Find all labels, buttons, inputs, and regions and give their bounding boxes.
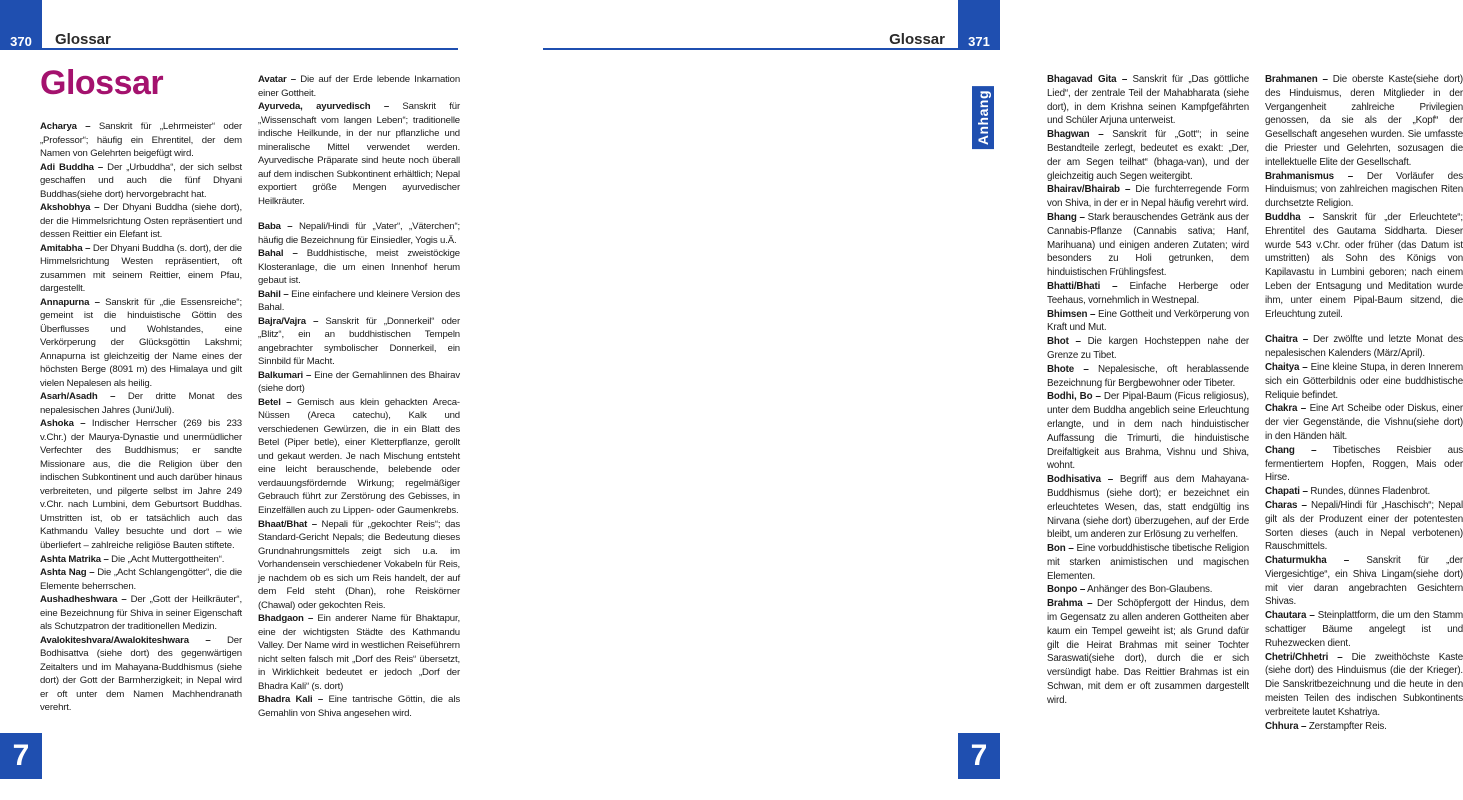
glossary-definition: Nepalesische, oft herablassende Bezeichnung für Bergbewohner oder Tibeter. — [1047, 363, 1249, 389]
glossary-entry — [1047, 280, 1249, 308]
glossary-term: Bhimsen – — [1047, 308, 1096, 320]
glossary-entry — [40, 593, 242, 634]
glossary-definition: Buddhistische, meist zweistöckige Klosteranlage, die um einen Innenhof herum gebaut ist. — [258, 248, 460, 287]
glossary-definition: Eine tantrische Göttin, die als Gemahlin von Shiva angesehen wird. — [258, 694, 460, 719]
glossary-entry — [258, 315, 460, 369]
glossary-term: Betel – — [258, 396, 292, 408]
glossary-term: Balkumari – — [258, 369, 312, 381]
glossary-term: Acharya – — [40, 121, 91, 132]
glossary-term: Bahal – — [258, 248, 298, 260]
glossary-definition: Indischer Herrscher (269 bis 233 v.Chr.) der Maurya-Dynastie und unermüdlicher Verfechter des Buddhismus; er sandte Missionare aus, die die Religion über den indischen Subkontinent und auch darüber hinaus verbreiteten, und pilgerte selbst im Jahre 249 v.Chr. nach Lumbini, dem Geburtsort Buddhas. Umstritten ist, ob er tatsächlich auch das Kathmandu Valley besuchte und dort – wie überliefert – zahlreiche religiöse Bauten stiftete. — [40, 418, 242, 551]
glossary-entry — [1047, 363, 1249, 391]
glossary-column-2 — [258, 73, 460, 720]
glossary-term: Bhot – — [1047, 336, 1081, 348]
glossary-definition: Der Pipal-Baum (Ficus religiosus), unter dem Buddha angeblich seine Erleuchtung erlangte, und in dem nach hinduistischer Auffassung die Trimurti, die hinduistische Dreifaltigkeit aus Brahma, Vishnu und Shiva, wohnt. — [1047, 391, 1249, 472]
glossary-term: Annapurna – — [40, 296, 100, 308]
glossary-term: Bhagwan – — [1047, 129, 1104, 141]
glossary-term: Bon – — [1047, 543, 1074, 555]
glossary-definition: Der Dhyani Buddha (siehe dort), der die Himmelsrichtung Osten repräsentiert und dessen Reittier ein Elefant ist. — [40, 202, 242, 241]
running-header: Glossar — [55, 31, 111, 48]
glossary-entry — [1047, 335, 1249, 363]
glossary-term: Buddha – — [1265, 211, 1315, 223]
glossary-definition: Sanskrit für „Das göttliche Lied“, der zentrale Teil der Mahabharata (siehe dort), in dem Krishna seinen Kampfgefährten und Schüler Arjuna unterweist. — [1047, 74, 1249, 127]
glossary-term: Bodhi, Bo – — [1047, 391, 1101, 403]
glossary-term: Bhadgaon – — [258, 613, 314, 625]
running-header: Glossar — [889, 31, 945, 48]
glossary-definition: Sanskrit für „der Viergesichtige“, ein Shiva Lingam(siehe dort) mit vier daran angebrachten Gesichtern Shivas. — [1265, 555, 1463, 608]
glossary-term: Brahma – — [1047, 598, 1093, 610]
glossary-entry — [258, 396, 460, 518]
glossary-term: Bhaat/Bhat – — [258, 518, 317, 530]
glossary-term: Chetri/Chhetri – — [1265, 651, 1343, 663]
glossary-definition: Die oberste Kaste(siehe dort) des Hinduismus, deren Mitglieder in der Vergangenheit zahlreiche Privilegien genossen, da sie als der „Kopf“ der Gesellschaft angesehen wurden. Sie umfasste die Priester und Gelehrten, sozusagen die intellektuelle Elite der Gesellschaft. — [1265, 74, 1463, 168]
glossary-definition: Die furchterregende Form von Shiva, in der er in Nepal häufig verehrt wird. — [1047, 184, 1249, 210]
glossary-entry — [40, 120, 242, 161]
glossary-term: Ashta Nag – — [40, 567, 95, 579]
glossary-definition: Sanskrit für „Donnerkeil“ oder „Blitz“, ein an buddhistischen Tempeln angebrachter symbolischer Donnerkeil, ein Sinnbild für Macht. — [258, 315, 460, 368]
glossary-column-4 — [1265, 73, 1463, 733]
glossary-entry — [258, 100, 460, 208]
glossary-entry — [1047, 542, 1249, 583]
glossary-definition: Der Schöpfergott der Hindus, dem im Gegensatz zu allen anderen Gottheiten aber kaum ein Tempel geweiht ist; als Grund dafür gilt die Heirat Brahmas mit seiner Tochter Saraswati(siehe dort), durch die er sich versündigt habe. Das Reittier Brahmas ist ein Schwan, mit dem er oft zusammen dargestellt wird. — [1047, 598, 1249, 706]
section-side-label: Anhang — [972, 86, 994, 149]
glossary-entry — [1265, 554, 1463, 609]
glossary-entry — [40, 296, 242, 391]
glossary-term: Ashta Matrika – — [40, 553, 109, 565]
left-page — [0, 0, 493, 800]
glossary-term: Aushadheshwara – — [40, 594, 127, 606]
glossary-entry — [1265, 609, 1463, 650]
glossary-term: Bajra/Vajra – — [258, 315, 319, 327]
glossary-term: Baba – — [258, 221, 293, 233]
glossary-entry — [1265, 402, 1463, 443]
glossary-term: Charas – — [1265, 499, 1307, 511]
chapter-tab: 7 — [0, 733, 42, 779]
glossary-term: Bonpo – — [1047, 584, 1086, 596]
glossary-entry — [40, 201, 242, 242]
glossary-definition: Zerstampfter Reis. — [1306, 720, 1387, 732]
glossary-definition: Anhänger des Bon-Glaubens. — [1085, 584, 1213, 596]
glossary-entry — [1047, 583, 1249, 597]
glossary-definition: Sanskrit für „Wissenschaft vom langen Leben“; traditionelle indische Heilkunde, in der nur pflanzliche und mineralische Mittel verwendet werden. Ayurvedische Präparate sind heute noch überall auf dem indischen Subkontinent erhältlich; Nepal exportiert größe Mengen ayurvedischer Heilkräuter. — [258, 101, 461, 207]
glossary-entry — [40, 390, 242, 417]
glossary-definition: Die auf der Erde lebende Inkarnation einer Gottheit. — [258, 74, 461, 99]
glossary-definition: Die zweithöchste Kaste (siehe dort) des Hinduismus (die der Krieger). Die Sanskritbezeichnung und die heute in den meisten Teilen des indischen Subkontinents verbreitete lautet Kshatriya. — [1265, 651, 1463, 718]
glossary-entry — [40, 553, 242, 567]
glossary-definition: Die kargen Hochsteppen nahe der Grenze zu Tibet. — [1047, 336, 1250, 361]
glossary-term: Bhang – — [1047, 211, 1085, 223]
glossary-entry — [1265, 361, 1463, 402]
header-rule — [543, 48, 958, 50]
glossary-definition: Der Dhyani Buddha (s. dort), der die Himmelsrichtung Westen repräsentiert, oft zusammen mit seinem Reittier, einem Pfau, dargestellt. — [40, 242, 242, 295]
glossary-column-1 — [40, 120, 242, 715]
glossary-term: Chapati – — [1265, 486, 1308, 498]
glossary-entry — [258, 288, 460, 315]
glossary-definition: Der dritte Monat des nepalesischen Jahres (Juni/Juli). — [40, 391, 242, 416]
glossary-entry — [40, 566, 242, 593]
glossary-definition: Der „Gott der Heilkräuter“, eine Bezeichnung für Shiva in seiner Eigenschaft als Schutzpatron der traditionellen Medizin. — [40, 594, 242, 633]
glossary-entry — [1265, 170, 1463, 211]
glossary-entry — [1265, 720, 1463, 734]
page-number-tab — [0, 0, 42, 50]
page-number-tab — [958, 0, 1000, 50]
glossary-entry — [1047, 211, 1249, 280]
glossary-term: Akshobhya – — [40, 202, 100, 214]
glossary-definition: Einfache Herberge oder Teehaus, vornehmlich in Westnepal. — [1047, 280, 1250, 306]
glossary-entry — [1047, 308, 1249, 336]
glossary-term: Bhatti/Bhati – — [1047, 280, 1118, 292]
glossary-entry — [1047, 597, 1249, 707]
glossary-definition: Begriff aus dem Mahayana-Buddhismus (siehe dort); er bezeichnet ein erleuchtetes Wesen, das, statt endgültig ins Nirvana (siehe dort) überzugehen, auf der Erde bleibt, um anderen zur Erlösung zu verhelfen. — [1047, 474, 1249, 541]
right-page — [505, 0, 1463, 800]
page-number: 370 — [10, 34, 32, 49]
glossary-entry — [258, 693, 460, 720]
glossary-definition: Sanskrit für „Lehrmeister“ oder „Professor“; häufig ein Ehrentitel, der dem Namen von Gelehrten beigefügt wird. — [40, 121, 242, 160]
glossary-entry — [1265, 651, 1463, 720]
glossary-definition: Steinplattform, die um den Stamm schattiger Bäume angelegt ist und Ruhezwecken dient. — [1265, 610, 1463, 649]
glossary-term: Chakra – — [1265, 403, 1307, 415]
glossary-term: Avalokiteshvara/Awalokiteshwara – — [40, 634, 211, 646]
glossary-definition: Der Vorläufer des Hinduismus; von zahlreichen magischen Riten durchsetzte Religion. — [1265, 170, 1463, 210]
glossary-term: Chhura – — [1265, 720, 1307, 732]
glossary-term: Ashoka – — [40, 418, 86, 430]
glossary-definition: Nepali/Hindi für „Vater“, „Väterchen“; häufig die Bezeichnung für Einsiedler, Yogis u.Ä. — [258, 221, 461, 246]
glossary-definition: Tibetisches Reisbier aus fermentiertem Hopfen, Roggen, Mais oder Hirse. — [1265, 444, 1463, 484]
glossary-entry — [258, 73, 460, 100]
glossary-term: Asarh/Asadh – — [40, 391, 116, 403]
chapter-tab: 7 — [958, 733, 1000, 779]
glossary-definition: Der Bodhisattva (siehe dort) des gegenwärtigen Zeitalters und im Mahayana-Buddhismus (siehe dort) der Gott der Barmherzigkeit; in Nepal wird er oft unter dem Namen Machhendranath verehrt. — [40, 634, 242, 714]
glossary-term: Bahil – — [258, 288, 289, 300]
glossary-entry — [1047, 183, 1249, 211]
glossary-definition: Eine kleine Stupa, in deren Innerem sich ein Götterbildnis oder eine buddhistische Reliquie befindet. — [1265, 361, 1463, 401]
glossary-entry — [258, 612, 460, 693]
page-title: Glossar — [40, 64, 164, 102]
glossary-column-3 — [1047, 73, 1249, 708]
glossary-entry — [40, 242, 242, 296]
glossary-entry — [1265, 444, 1463, 485]
glossary-entry — [1047, 128, 1249, 183]
glossary-term: Chaitra – — [1265, 334, 1308, 346]
glossary-definition: Stark berauschendes Getränk aus der Cannabis-Pflanze (Cannabis sativa; Hanf, Marihuana) und einigen anderen Zutaten; wird besonders zu Holi getrunken, dem hinduistischen Frühlingsfest. — [1047, 211, 1249, 279]
glossary-term: Amitabha – — [40, 242, 91, 254]
glossary-definition: Nepali für „gekochter Reis“; das Standard-Gericht Nepals; die Bedeutung dieses Grundnahrungsmittels zeigt sich u.a. im Vorhandensein verschiedener Vokabeln für Reis, je nachdem ob es sich um Reis handelt, der auf dem Feld steht (Dhan), rohe Reiskörner (Chawal) oder gekochten Reis. — [258, 518, 460, 611]
glossary-entry — [258, 247, 460, 288]
glossary-term: Chang – — [1265, 444, 1317, 456]
glossary-term: Avatar – — [258, 74, 296, 85]
glossary-definition: Die „Acht Muttergottheiten“. — [108, 553, 225, 565]
glossary-definition: Eine einfachere und kleinere Version des Bahal. — [258, 288, 461, 314]
glossary-entry — [40, 417, 242, 552]
glossary-entry — [1265, 211, 1463, 321]
glossary-entry — [1265, 73, 1463, 170]
page-number: 371 — [968, 34, 990, 49]
glossary-definition: Sanskrit für „der Erleuchtete“; Ehrentitel des Gautama Siddharta. Dieser wurde 543 v.Chr. oder früher (das Datum ist umstritten) als Sohn des Königs von Kapilavastu in Lumbini geboren; nach einem Leben der Entsagung und Meditation wurde ihm, unter einem Pipal-Baum sitzend, die Erleuchtung zuteil. — [1265, 211, 1463, 320]
glossary-term: Chautara – — [1265, 610, 1315, 622]
glossary-entry — [40, 634, 242, 715]
glossary-entry — [1265, 499, 1463, 554]
glossary-definition: Sanskrit für „die Essensreiche“; gemeint ist die hinduistische Göttin des Überflusses und Wohlstandes, eine Verkörperung der Glücksgöttin Lakshmi; Annapurna ist gleichzeitig der Name eines der höchsten Berge (8091 m) des Himalaya und gilt vielen Nepalesen als heilig. — [40, 296, 242, 389]
glossary-definition: Rundes, dünnes Fladenbrot. — [1307, 486, 1431, 498]
glossary-term: Adi Buddha – — [40, 161, 104, 173]
glossary-definition: Eine der Gemahlinnen des Bhairav (siehe dort) — [258, 369, 460, 395]
glossary-entry — [40, 161, 242, 202]
glossary-term: Bhagavad Gita – — [1047, 74, 1128, 85]
glossary-entry — [258, 518, 460, 613]
glossary-term: Chaturmukha – — [1265, 555, 1350, 567]
header-rule — [42, 48, 458, 50]
glossary-term: Brahmanen – — [1265, 74, 1328, 85]
glossary-term: Brahmanismus – — [1265, 170, 1354, 182]
glossary-term: Ayurveda, ayurvedisch – — [258, 101, 390, 113]
glossary-definition: Eine Gottheit und Verkörperung von Kraft und Mut. — [1047, 308, 1249, 334]
glossary-definition: Gemisch aus klein gehackten Areca-Nüssen (Areca catechu), Kalk und verschiedenen Gewürzen, die in ein Blatt des Betel (Piper betle), einer Kletterpflanze, gerollt und gekaut werden. Je nach Mischung entsteht eine leicht berauschende, belebende oder verdauungsfördernde Wirkung; regelmäßiger Gebrauch führt zur Zerstörung des Gebisses, in Einzelfällen auch zu Lippen- oder Gaumenkrebs. — [258, 396, 460, 516]
glossary-entry — [1047, 390, 1249, 473]
glossary-term: Bhadra Kali – — [258, 694, 324, 706]
glossary-entry — [258, 369, 460, 396]
glossary-definition: Die „Acht Schlangengötter“, die die Elemente beherrschen. — [40, 567, 243, 592]
glossary-term: Chaitya – — [1265, 361, 1308, 373]
glossary-entry — [258, 220, 460, 247]
glossary-definition: Ein anderer Name für Bhaktapur, eine der wichtigsten Städte des Kathmandu Valley. Der Name wird in westlichen Reiseführern nicht selten falsch mit „Dorf des Reis“ übersetzt, in Wirklichkeit bedeutet er jedoch „Dorf der Bhadra Kali“ (s. dort) — [258, 613, 460, 692]
glossary-definition: Der „Urbuddha“, der sich selbst geschaffen und auch die fünf Dhyani Buddhas(siehe dort) hervorgebracht hat. — [40, 161, 243, 200]
glossary-term: Bhote – — [1047, 363, 1089, 375]
glossary-term: Bhairav/Bhairab – — [1047, 184, 1131, 196]
glossary-definition: Sanskrit für „Gott“; in seine Bestandteile zerlegt, bedeutet es exakt: „Der, der am Segen teilhat“ (bhaga-van), und der gleichzeitig auch Segen weitergibt. — [1047, 129, 1249, 182]
glossary-definition: Nepali/Hindi für „Haschisch“; Nepal gilt als der Produzent einer der potentesten Sorten dieses (auch in Nepal verbotenen) Rauschmittels. — [1265, 499, 1463, 553]
glossary-term: Bodhisativa – — [1047, 474, 1113, 486]
glossary-definition: Eine Art Scheibe oder Diskus, einer der vier Gegenstände, die Vishnu(siehe dort) in den Händen hält. — [1265, 403, 1463, 442]
glossary-entry — [1265, 485, 1463, 499]
glossary-definition: Eine vorbuddhistische tibetische Religion mit starken animistischen und magischen Elementen. — [1047, 543, 1249, 582]
glossary-entry — [1047, 73, 1249, 128]
glossary-entry — [1047, 473, 1249, 542]
glossary-definition: Der zwölfte und letzte Monat des nepalesischen Kalenders (März/April). — [1265, 334, 1463, 360]
glossary-entry — [1265, 333, 1463, 361]
